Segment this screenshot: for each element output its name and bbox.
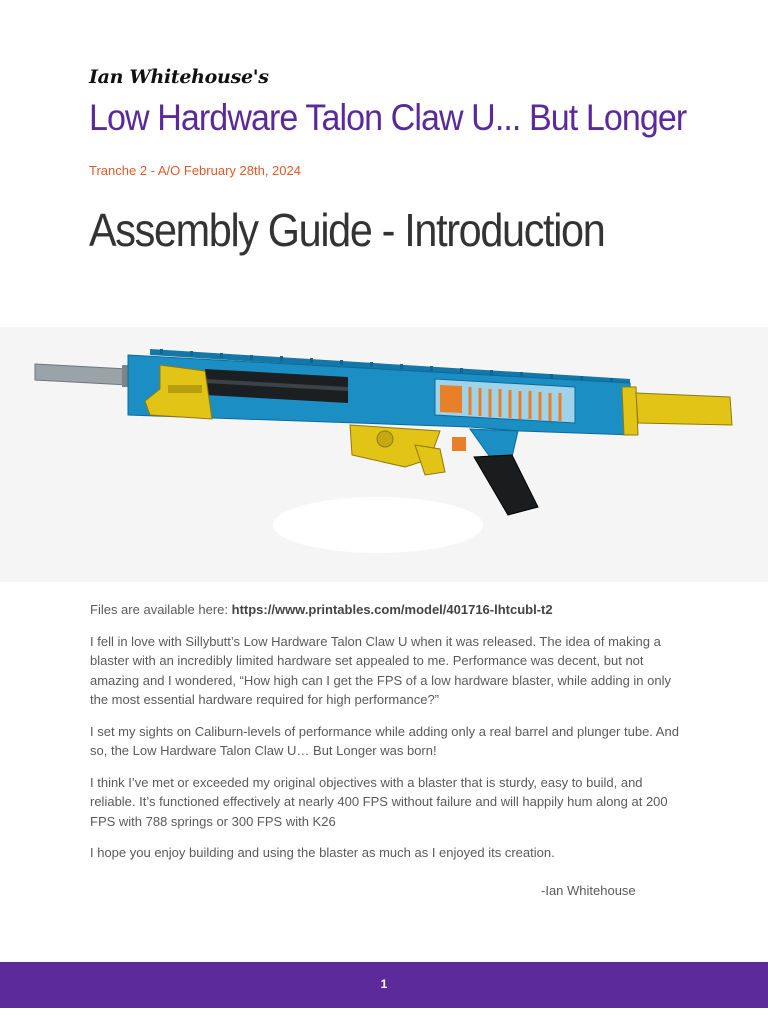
author-name: Ian Whitehouse's <box>89 66 269 88</box>
section-title: Assembly Guide - Introduction <box>89 204 605 256</box>
intro-paragraph-1: I fell in love with Sillybutt’s Low Hardware Talon Claw U when it was released. The idea of making a blaster with an incredibly limited hardware set appealed to me. Performance was decent, but not amazing and I wondered, “How high can I get the FPS of a low hardware blaster, while adding in only the most essential hardware required for high performance?” <box>90 633 672 707</box>
blaster-illustration <box>0 327 768 582</box>
signature: -Ian Whitehouse <box>541 883 636 898</box>
page-number: 1 <box>380 977 388 991</box>
intro-paragraph-2: I set my sights on Caliburn-levels of performance while adding only a real barrel and plunger tube. And so, the Low Hardware Talon Claw U… But Longer was born! <box>90 723 679 758</box>
files-paragraph <box>90 600 690 620</box>
files-prefix: Files are available here: <box>90 602 232 617</box>
intro-paragraph-3: I think I’ve met or exceeded my original objectives with a blaster that is sturdy, easy to build, and reliable. It’s functioned effectively at nearly 400 FPS without failure and will happily hum along at 200 FPS with 788 springs or 300 FPS with K26 <box>90 774 668 829</box>
introduction-body <box>90 600 690 875</box>
intro-paragraph-4: I hope you enjoy building and using the blaster as much as I enjoyed its creation. <box>90 845 555 860</box>
blaster-render-image <box>0 327 768 582</box>
printables-link[interactable]: https://www.printables.com/model/401716-lhtcubl-t2 <box>231 602 553 617</box>
document-title: Low Hardware Talon Claw U... But Longer <box>89 97 687 138</box>
page-footer <box>0 962 768 1008</box>
tranche-date: Tranche 2 - A/O February 28th, 2024 <box>89 163 301 178</box>
